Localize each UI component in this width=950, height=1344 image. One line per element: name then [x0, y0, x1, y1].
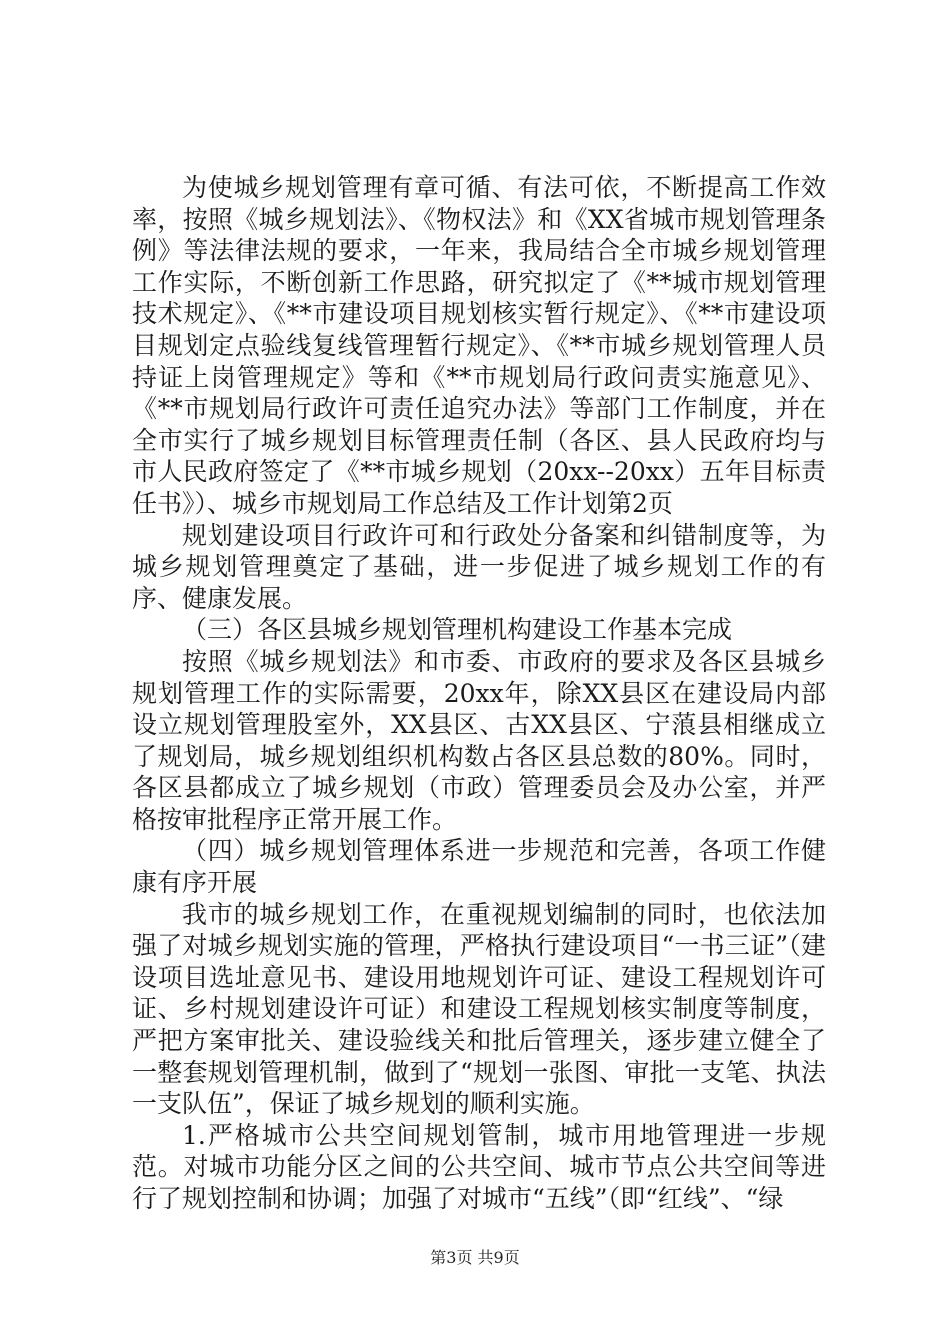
document-body — [132, 172, 826, 1215]
section-heading-3: （三）各区县城乡规划管理机构建设工作基本完成 — [182, 615, 733, 645]
page-footer: 第3页 共9页 — [430, 1248, 520, 1267]
paragraph-regulations: 为使城乡规划管理有章可循、有法可依，不断提高工作效率，按照《城乡规划法》、《物权法》和《XX省城市规划管理条例》等法律法规的要求，一年来，我局结合全市城乡规划管理工作实际，不断创新工作思路，研究拟定了《**城市规划管理技术规定》、《**市建设项目规划核实暂行规定》、《**市建设项目规划定点验线复线管理暂行规定》、《**市城乡规划管理人员持证上岗管理规定》等和《**市规划局行政问责实施意见》、《**市规划局行政许可责任追究办法》等部门工作制度，并在全市实行了城乡规划目标管理责任制（各区、县人民政府均与市人民政府签定了《**市城乡规划（20xx--20xx）五年目标责任书》）、城乡市规划局工作总结及工作计划第2页 — [132, 173, 826, 518]
section-heading-4: （四）城乡规划管理体系进一步规范和完善，各项工作健康有序开展 — [132, 836, 826, 898]
paragraph-district-agencies: 按照《城乡规划法》和市委、市政府的要求及各区县城乡规划管理工作的实际需要，20xx年，除XX县区在建设局内部设立规划管理股室外，XX县区、古XX县区、宁蒗县相继成立了规划局，城乡规划组织机构数占各区县总数的80%。同时，各区县都成立了城乡规划（市政）管理委员会及办公室，并严格按审批程序正常开展工作。 — [132, 646, 826, 834]
paragraph-public-space: 1.严格城市公共空间规划管制，城市用地管理进一步规范。对城市功能分区之间的公共空间、城市节点公共空间等进行了规划控制和协调；加强了对城市“五线”（即“红线”、“绿 — [132, 1120, 826, 1213]
paragraph-implementation: 我市的城乡规划工作，在重视规划编制的同时，也依法加强了对城乡规划实施的管理，严格执行建设项目“一书三证”（建设项目选址意见书、建设用地规划许可证、建设工程规划许可证、乡村规划建设许可证）和建设工程规划核实制度等制度，严把方案审批关、建设验线关和批后管理关，逐步建立健全了一整套规划管理机制，做到了“规划一张图、审批一支笔、执法一支队伍”，保证了城乡规划的顺利实施。 — [132, 899, 826, 1119]
paragraph-filing-system: 规划建设项目行政许可和行政处分备案和纠错制度等，为城乡规划管理奠定了基础，进一步促进了城乡规划工作的有序、健康发展。 — [132, 520, 826, 613]
